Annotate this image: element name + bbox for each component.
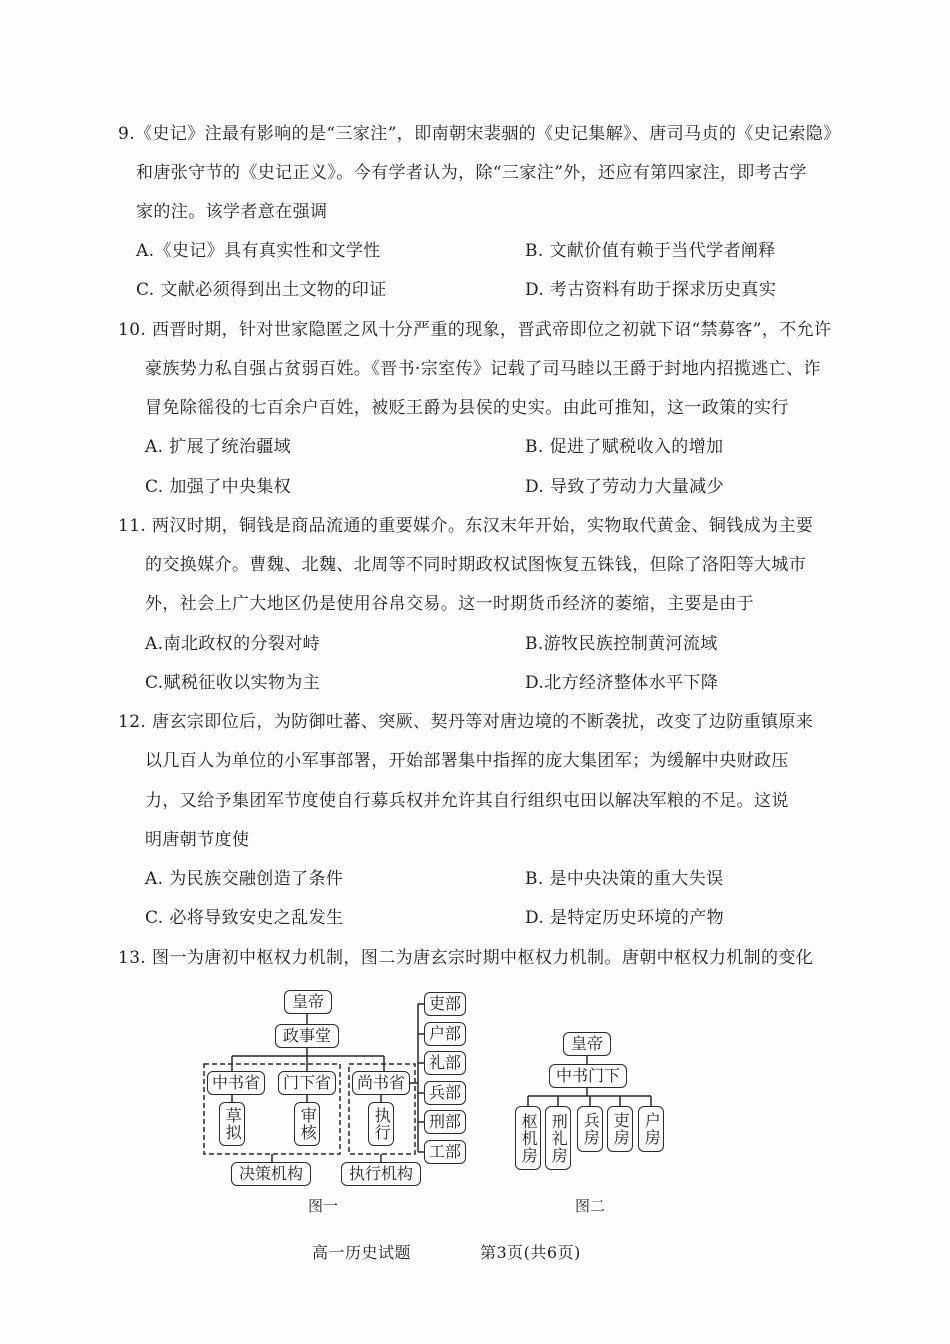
q9-option-a: A.《史记》具有真实性和文学性 bbox=[136, 241, 381, 261]
fig1-ministry-rites: 礼部 bbox=[424, 1051, 466, 1075]
fig1-execution-label: 执行机构 bbox=[341, 1162, 421, 1186]
fig1-zhongshu-box: 中书省 bbox=[207, 1071, 265, 1095]
q12-stem-line-2: 以几百人为单位的小军事部署，开始部署集中指挥的庞大集团军；为缓解中央财政压 bbox=[145, 751, 789, 771]
fig1-ministry-revenue: 户部 bbox=[424, 1022, 466, 1046]
q12-option-d: D. 是特定历史环境的产物 bbox=[525, 908, 725, 928]
fig2-secretariat-box: 中书门下 bbox=[549, 1064, 627, 1088]
q12-stem-line-3: 力，又给予集团军节度使自行募兵权并允许其自行组织屯田以解决军粮的不足。这说 bbox=[145, 791, 789, 811]
fig2-office-central: 枢机房 bbox=[515, 1106, 541, 1170]
q10-stem-line-2: 豪族势力私自强占贫弱百姓。《晋书·宗室传》记载了司马睦以王爵于封地内招揽逃亡、诈 bbox=[145, 359, 821, 379]
fig1-council-box: 政事堂 bbox=[275, 1024, 339, 1048]
fig1-draft-box: 草拟 bbox=[219, 1102, 245, 1146]
q10-option-a: A. 扩展了统治疆域 bbox=[145, 437, 292, 457]
fig1-ministry-war: 兵部 bbox=[424, 1081, 466, 1105]
fig2-emperor-box: 皇帝 bbox=[563, 1032, 611, 1056]
fig1-menxia-box: 门下省 bbox=[278, 1071, 336, 1095]
q11-option-d: D.北方经济整体水平下降 bbox=[525, 673, 719, 693]
q9-option-c: C. 文献必须得到出土文物的印证 bbox=[136, 280, 387, 300]
fig2-office-personnel: 吏房 bbox=[607, 1106, 633, 1152]
q9-option-d: D. 考古资料有助于探求历史真实 bbox=[525, 280, 777, 300]
fig2-office-war: 兵房 bbox=[577, 1106, 603, 1152]
q12-stem-line-1: 12. 唐玄宗即位后，为防御吐蕃、突厥、契丹等对唐边境的不断袭扰，改变了边防重镇原来 bbox=[118, 712, 814, 732]
q12-option-c: C. 必将导致安史之乱发生 bbox=[145, 908, 344, 928]
fig1-ministry-justice: 刑部 bbox=[424, 1110, 466, 1134]
fig1-ministry-works: 工部 bbox=[424, 1140, 466, 1164]
q10-option-c: C. 加强了中央集权 bbox=[145, 477, 292, 497]
q10-option-d: D. 导致了劳动力大量减少 bbox=[525, 477, 725, 497]
fig1-execute-box: 执行 bbox=[368, 1102, 394, 1146]
fig2-office-revenue: 户房 bbox=[638, 1106, 664, 1152]
fig1-emperor-box: 皇帝 bbox=[284, 990, 332, 1014]
q10-stem-line-3: 冒免除徭役的七百余户百姓，被贬王爵为县侯的史实。由此可推知，这一政策的实行 bbox=[145, 398, 789, 418]
q10-stem-line-1: 10. 西晋时期，针对世家隐匿之风十分严重的现象，晋武帝即位之初就下诏“禁募客”，不允许 bbox=[118, 320, 832, 340]
footer-page-number: 第3页(共6页) bbox=[480, 1243, 581, 1262]
fig2-caption: 图二 bbox=[575, 1197, 606, 1215]
q12-option-a: A. 为民族交融创造了条件 bbox=[145, 869, 344, 889]
fig1-decision-label: 决策机构 bbox=[231, 1162, 311, 1186]
fig1-review-box: 审核 bbox=[294, 1102, 320, 1146]
q13-stem-line-1: 13. 图一为唐初中枢权力机制，图二为唐玄宗时期中枢权力机制。唐朝中枢权力机制的变化 bbox=[118, 948, 814, 968]
q12-stem-line-4: 明唐朝节度使 bbox=[145, 830, 250, 850]
q10-option-b: B. 促进了赋税收入的增加 bbox=[525, 437, 724, 457]
q9-stem-line-3: 家的注。该学者意在强调 bbox=[136, 202, 328, 222]
footer-subject: 高一历史试题 bbox=[312, 1243, 412, 1262]
q11-option-a: A.南北政权的分裂对峙 bbox=[145, 634, 321, 654]
fig2-office-justice-rites: 刑礼房 bbox=[545, 1106, 571, 1170]
fig1-ministry-personnel: 吏部 bbox=[424, 992, 466, 1016]
q9-option-b: B. 文献价值有赖于当代学者阐释 bbox=[525, 241, 776, 261]
fig1-caption: 图一 bbox=[308, 1197, 339, 1215]
q12-option-b: B. 是中央决策的重大失误 bbox=[525, 869, 724, 889]
q11-stem-line-3: 外，社会上广大地区仍是使用谷帛交易。这一时期货币经济的萎缩，主要是由于 bbox=[145, 594, 754, 614]
fig1-shangshu-box: 尚书省 bbox=[352, 1071, 410, 1095]
q11-stem-line-2: 的交换媒介。曹魏、北魏、北周等不同时期政权试图恢复五铢钱，但除了洛阳等大城市 bbox=[145, 555, 807, 575]
q11-stem-line-1: 11. 两汉时期，铜钱是商品流通的重要媒介。东汉末年开始，实物取代黄金、铜钱成为主要 bbox=[118, 516, 814, 536]
q11-option-c: C.赋税征收以实物为主 bbox=[145, 673, 321, 693]
q9-stem-line-2: 和唐张守节的《史记正义》。今有学者认为，除“三家注”外，还应有第四家注，即考古学 bbox=[136, 163, 807, 183]
q11-option-b: B.游牧民族控制黄河流域 bbox=[525, 634, 718, 654]
q9-stem-line-1: 9.《史记》注最有影响的是“三家注”，即南朝宋裴骃的《史记集解》、唐司马贞的《史记索隐》 bbox=[118, 124, 841, 144]
